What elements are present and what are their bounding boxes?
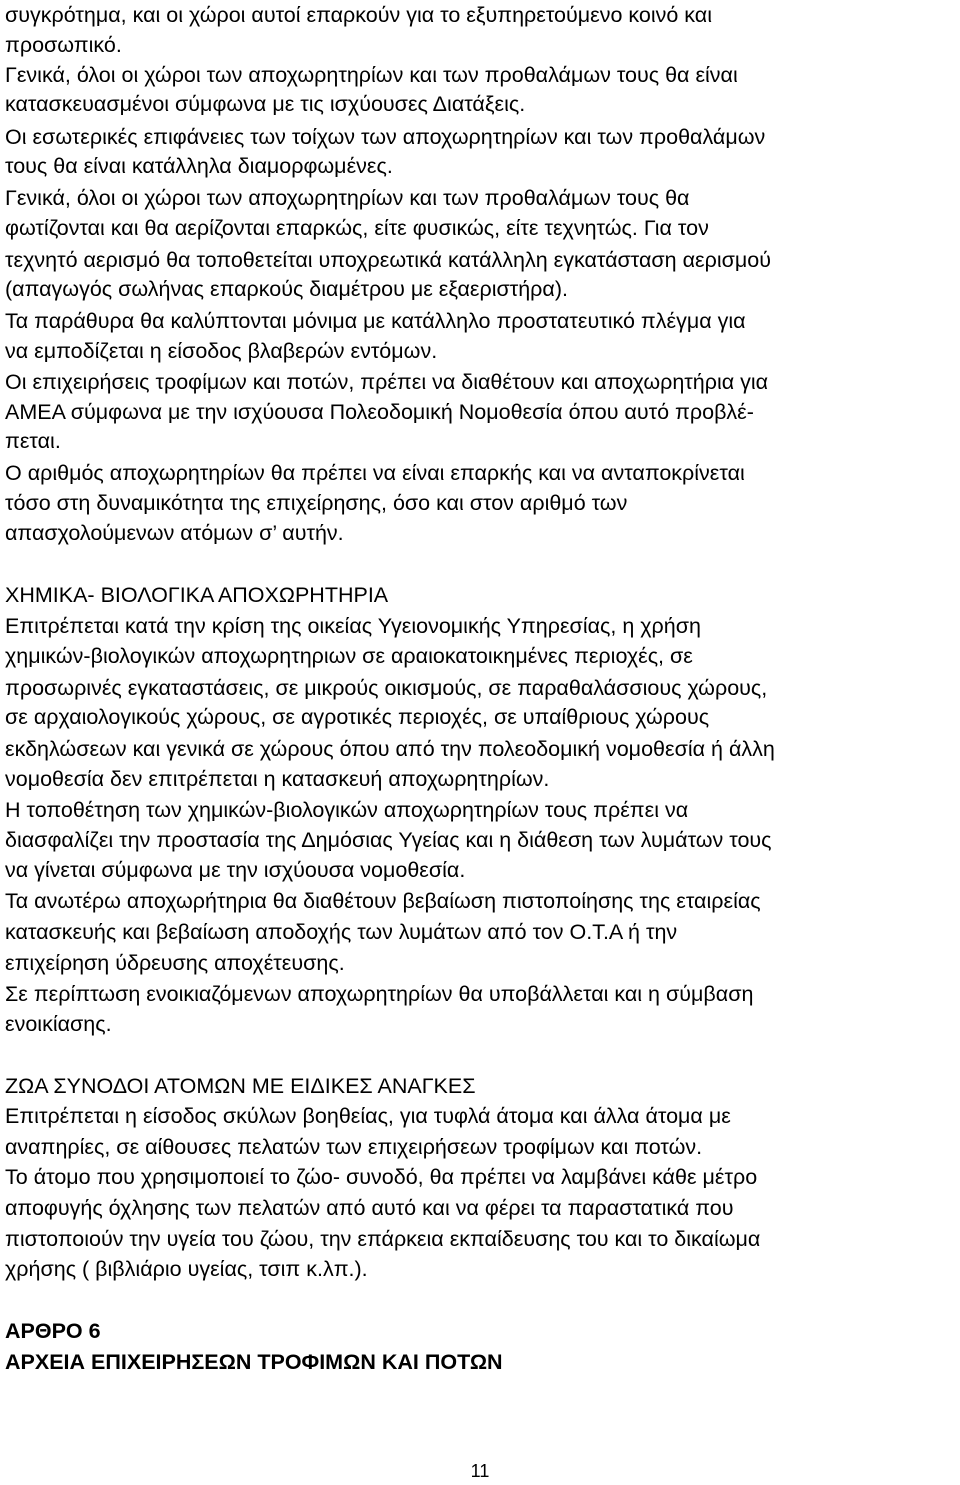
text-line: σε αρχαιολογικούς χώρους, σε αγροτικές περιοχές, σε υπαίθριους χώρους <box>5 705 710 729</box>
text-line: χρήσης ( βιβλιάριο υγείας, τσιπ κ.λπ.). <box>5 1257 368 1281</box>
text-line: κατασκευής και βεβαίωση αποδοχής των λυμάτων από τον Ο.Τ.Α ή την <box>5 920 678 944</box>
text-line: απασχολούμενων ατόμων σ’ αυτήν. <box>5 521 344 545</box>
text-line: Οι επιχειρήσεις τροφίμων και ποτών, πρέπει να διαθέτουν και αποχωρητήρια για <box>5 370 769 394</box>
text-line: πεται. <box>5 429 61 453</box>
article-title-heading: ΑΡΧΕΙΑ ΕΠΙΧΕΙΡΗΣΕΩΝ ΤΡΟΦΙΜΩΝ ΚΑΙ ΠΟΤΩΝ <box>5 1350 503 1374</box>
text-line: προσωπικό. <box>5 33 122 57</box>
text-line: συγκρότημα, και οι χώροι αυτοί επαρκούν για το εξυπηρετούμενο κοινό και <box>5 3 712 27</box>
text-line: ενοικίασης. <box>5 1012 112 1036</box>
text-line: προσωρινές εγκαταστάσεις, σε μικρούς οικισμούς, σε παραθαλάσσιους χώρους, <box>5 676 768 700</box>
text-line: φωτίζονται και θα αερίζονται επαρκώς, είτε φυσικώς, είτε τεχνητώς. Για τον <box>5 216 709 240</box>
article-number-heading: ΑΡΘΡΟ 6 <box>5 1319 101 1343</box>
text-line: αναπηρίες, σε αίθουσες πελατών των επιχειρήσεων τροφίμων και ποτών. <box>5 1135 703 1159</box>
text-line: να γίνεται σύμφωνα με την ισχύουσα νομοθεσία. <box>5 858 466 882</box>
text-line: Το άτομο που χρησιμοποιεί το ζώο- συνοδό, θα πρέπει να λαμβάνει κάθε μέτρο <box>5 1165 758 1189</box>
page-number: 11 <box>470 1461 490 1481</box>
text-line: εκδηλώσεων και γενικά σε χώρους όπου από την πολεοδομική νομοθεσία ή άλλη <box>5 737 775 761</box>
text-line: διασφαλίζει την προστασία της Δημόσιας Υγείας και η διάθεση των λυμάτων τους <box>5 828 772 852</box>
text-line: Τα παράθυρα θα καλύπτονται μόνιμα με κατάλληλο προστατευτικό πλέγμα για <box>5 309 746 333</box>
text-line: επιχείρηση ύδρευσης αποχέτευσης. <box>5 951 345 975</box>
text-line: τους θα είναι κατάλληλα διαμορφωμένες. <box>5 154 393 178</box>
section-heading-chemical-toilets: ΧΗΜΙΚΑ- ΒΙΟΛΟΓΙΚΑ ΑΠΟΧΩΡΗΤΗΡΙΑ <box>5 583 389 607</box>
text-line: τεχνητό αερισμό θα τοποθετείται υποχρεωτικά κατάλληλη εγκατάσταση αερισμού <box>5 248 771 272</box>
section-heading-assistance-animals: ΖΩΑ ΣΥΝΟΔΟΙ ΑΤΟΜΩΝ ΜΕ ΕΙΔΙΚΕΣ ΑΝΑΓΚΕΣ <box>5 1074 476 1098</box>
text-line: πιστοποιούν την υγεία του ζώου, την επάρκεια εκπαίδευσης του και το δικαίωμα <box>5 1227 761 1251</box>
text-line: Ο αριθμός αποχωρητηρίων θα πρέπει να είναι επαρκής και να ανταποκρίνεται <box>5 461 745 485</box>
text-line: Τα ανωτέρω αποχωρήτηρια θα διαθέτουν βεβαίωση πιστοποίησης της εταιρείας <box>5 889 761 913</box>
text-line: (απαγωγός σωλήνας επαρκούς διαμέτρου με εξαεριστήρα). <box>5 277 568 301</box>
text-line: χημικών-βιολογικών αποχωρητηριων σε αραιοκατοικημένες περιοχές, σε <box>5 644 693 668</box>
text-line: Σε περίπτωση ενοικιαζόμενων αποχωρητηρίων θα υποβάλλεται και η σύμβαση <box>5 982 754 1006</box>
text-line: Γενικά, όλοι οι χώροι των αποχωρητηρίων και των προθαλάμων τους θα είναι <box>5 63 738 87</box>
text-line: Επιτρέπεται η είσοδος σκύλων βοηθείας, για τυφλά άτομα και άλλα άτομα με <box>5 1104 731 1128</box>
text-line: ΑΜΕΑ σύμφωνα με την ισχύουσα Πολεοδομική Νομοθεσία όπου αυτό προβλέ- <box>5 400 754 424</box>
text-line: τόσο στη δυναμικότητα της επιχείρησης, όσο και στον αριθμό των <box>5 491 628 515</box>
text-line: Οι εσωτερικές επιφάνειες των τοίχων των αποχωρητηρίων και των προθαλάμων <box>5 125 766 149</box>
text-line: κατασκευασμένοι σύμφωνα με τις ισχύουσες Διατάξεις. <box>5 92 526 116</box>
text-line: Επιτρέπεται κατά την κρίση της οικείας Υγειονομικής Υπηρεσίας, η χρήση <box>5 614 701 638</box>
text-line: νομοθεσία δεν επιτρέπεται η κατασκευή αποχωρητηρίων. <box>5 767 550 791</box>
text-line: Η τοποθέτηση των χημικών-βιολογικών αποχωρητηρίων τους πρέπει να <box>5 798 689 822</box>
text-line: Γενικά, όλοι οι χώροι των αποχωρητηρίων και των προθαλάμων τους θα <box>5 186 690 210</box>
text-line: αποφυγής όχλησης των πελατών από αυτό και να φέρει τα παραστατικά που <box>5 1196 734 1220</box>
text-line: να εμποδίζεται η είσοδος βλαβερών εντόμων. <box>5 339 438 363</box>
